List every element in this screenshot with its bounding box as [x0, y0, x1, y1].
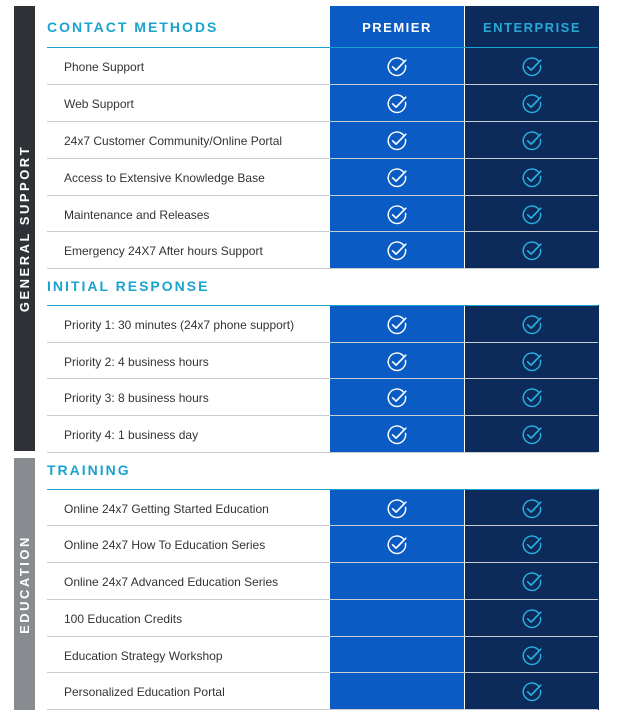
premier-cell [330, 159, 464, 196]
feature-label: Priority 1: 30 minutes (24x7 phone support) [64, 317, 295, 332]
check-circle-icon [386, 167, 408, 189]
enterprise-cell [465, 490, 599, 527]
premier-cell [330, 563, 464, 600]
check-circle-icon [521, 571, 543, 593]
enterprise-cell [465, 306, 599, 343]
enterprise-cell [465, 416, 599, 453]
check-circle-icon [386, 93, 408, 115]
check-circle-icon [521, 534, 543, 556]
feature-label: Online 24x7 Getting Started Education [64, 501, 269, 516]
check-circle-icon [521, 498, 543, 520]
check-circle-icon [521, 240, 543, 262]
premier-cell [330, 122, 464, 159]
check-circle-icon [521, 314, 543, 336]
premier-cell [330, 490, 464, 527]
category-label-education: EDUCATION [17, 534, 32, 634]
check-circle-icon [386, 351, 408, 373]
premier-cell [330, 48, 464, 85]
feature-label: Priority 2: 4 business hours [64, 354, 209, 369]
enterprise-cell [465, 122, 599, 159]
enterprise-cell [465, 85, 599, 122]
check-circle-icon [386, 387, 408, 409]
feature-label: Online 24x7 Advanced Education Series [64, 574, 279, 589]
feature-label: Online 24x7 How To Education Series [64, 537, 266, 552]
check-circle-icon [386, 498, 408, 520]
check-circle-icon [386, 534, 408, 556]
feature-label: Education Strategy Workshop [64, 648, 223, 663]
enterprise-cell [465, 159, 599, 196]
check-circle-icon [521, 204, 543, 226]
premier-cell [330, 379, 464, 416]
check-circle-icon [521, 167, 543, 189]
premier-cell [330, 673, 464, 710]
enterprise-cell [465, 196, 599, 233]
enterprise-cell [465, 563, 599, 600]
check-circle-icon [386, 424, 408, 446]
section-title-initial-response: INITIAL RESPONSE [47, 278, 210, 294]
premier-cell [330, 526, 464, 563]
feature-label: Personalized Education Portal [64, 684, 225, 699]
feature-label: 24x7 Customer Community/Online Portal [64, 133, 283, 148]
section-title-contact-methods: CONTACT METHODS [47, 19, 219, 35]
enterprise-cell [465, 48, 599, 85]
check-circle-icon [386, 204, 408, 226]
check-circle-icon [386, 240, 408, 262]
check-circle-icon [521, 608, 543, 630]
feature-label: Emergency 24X7 After hours Support [64, 243, 263, 258]
check-circle-icon [521, 387, 543, 409]
premier-cell [330, 600, 464, 637]
enterprise-cell [465, 343, 599, 380]
check-circle-icon [521, 424, 543, 446]
check-circle-icon [521, 681, 543, 703]
category-label-general-support: GENERAL SUPPORT [17, 144, 32, 313]
premier-cell [330, 85, 464, 122]
category-bar-education [14, 458, 35, 710]
enterprise-cell [465, 637, 599, 674]
enterprise-cell [465, 600, 599, 637]
section-title-training: TRAINING [47, 462, 131, 478]
feature-label: Phone Support [64, 59, 145, 74]
feature-label: Maintenance and Releases [64, 207, 210, 222]
check-circle-icon [386, 56, 408, 78]
check-circle-icon [386, 314, 408, 336]
check-circle-icon [521, 130, 543, 152]
enterprise-cell [465, 673, 599, 710]
premier-cell [330, 232, 464, 269]
enterprise-cell [465, 379, 599, 416]
check-circle-icon [521, 93, 543, 115]
check-circle-icon [521, 645, 543, 667]
premier-cell [330, 196, 464, 233]
premier-cell [330, 416, 464, 453]
check-circle-icon [521, 351, 543, 373]
premier-cell [330, 343, 464, 380]
column-header-premier: PREMIER [362, 19, 432, 35]
enterprise-cell [465, 526, 599, 563]
enterprise-cell [465, 232, 599, 269]
premier-cell [330, 306, 464, 343]
check-circle-icon [521, 56, 543, 78]
feature-label: Access to Extensive Knowledge Base [64, 170, 265, 185]
category-bar-general-support [14, 6, 35, 451]
premier-cell [330, 637, 464, 674]
feature-label: 100 Education Credits [64, 611, 183, 626]
column-header-enterprise: ENTERPRISE [482, 19, 582, 35]
feature-label: Priority 4: 1 business day [64, 427, 199, 442]
feature-label: Web Support [64, 96, 134, 111]
check-circle-icon [386, 130, 408, 152]
feature-label: Priority 3: 8 business hours [64, 390, 209, 405]
